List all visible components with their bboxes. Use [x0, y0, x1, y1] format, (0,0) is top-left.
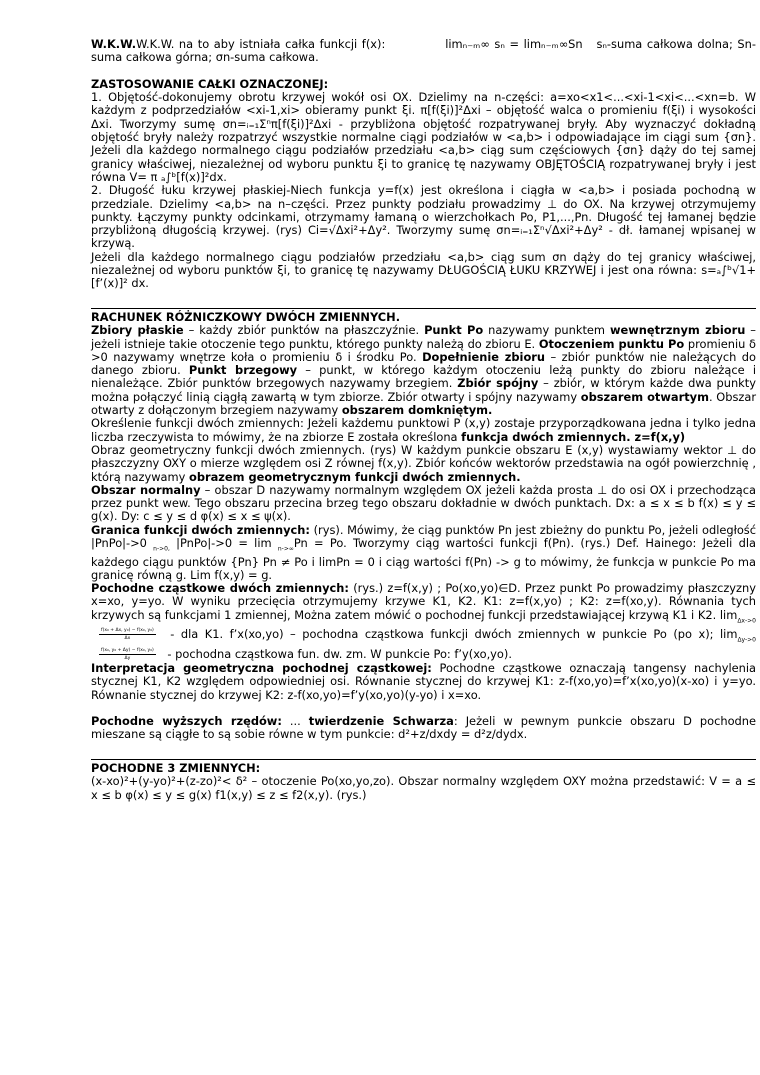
- interpretacja-paragraph: Interpretacja geometryczna pochodnej cząstkowej: Pochodne cząstkowe oznaczają tangensy nachylenia stycznej K1, K2 względem odpowiedniej osi. Równanie stycznej do krzywej K1: z-f(xo,yo)=f’x(xo,yo)(x-xo) i y=yo. Równanie stycznej do krzywej K2: z-f(xo,yo)=f’y(xo,yo)(y-yo) i x=xo.: [91, 660, 756, 702]
- wkw-paragraph: [91, 38, 756, 65]
- section-title-calki: ZASTOSOWANIE CAŁKI OZNACZONEJ:: [91, 76, 329, 91]
- dlugosc-definition-paragraph: Jeżeli dla każdego normalnego ciągu podziałów przedziału <a,b> ciąg sum σn dąży do tej granicy właściwej, niezależnej od wyboru punktów ξi, to granicę tę nazywamy DŁUGOŚCIĄ ŁUKU KRZYWEJ i jest ona równa: s=ₐ∫ᵇ√1+[f’(x)]² dx.: [91, 249, 756, 291]
- objetosc-paragraph: 1. Objętość-dokonujemy obrotu krzywej wokół osi OX. Dzielimy na n-części: a=xo<x1<...<xi-1<xi<...<xn=b. W każdym z podprzedziałów <xi-1,xi> obieramy punkt ξi. π[f(ξi)]²Δxi – objętość walca o promieniu f(ξi) i wysokości Δxi. Tworzymy sumę σn=ᵢ₌₁Σⁿπ[f(ξi)]²Δxi - przybliżona objętość rozpatrywanej bryły. Aby wyznaczyć dokładną objętość bryły należy rozpatrzyć wszystkie normalne ciągi podziałów w <a,b> i odpowiadające im ciągi sum {σn}. Jeżeli dla każdego normalnego ciągu podziałów przedziału <a,b> ciąg sum częściowych {σn} dąży do tej samej granicy właściwej, niezależnej od wyboru punktu ξi to granicę tę nazywamy OBJĘTOŚCIĄ rozpatrywanej bryły i jest równa V= π ₐ∫ᵇ[f(x)]²dx.: [91, 90, 756, 184]
- wkw-text: W.K.W. na to aby istniała całka funkcji f(x): limₙ₋ₘ∞ sₙ = limₙ₋ₘ∞Sn sₙ-suma całkowa dolna; Sn-suma całkowa górna; σn-suma całkowa.: [91, 37, 756, 65]
- derivative-y-fraction: $\frac{\text{f(x₀, y₀ + Δy) − f(x₀, y₀)}}{\Delta y}$: [101, 647, 154, 661]
- otoczenie-3d-paragraph: (x-xo)²+(y-yo)²+(z-zo)²< δ² – otoczenie Po(xo,yo,zo). Obszar normalny względem OXY można przedstawić: V = a ≤ x ≤ b φ(x) ≤ y ≤ g(x) f1(x,y) ≤ z ≤ f2(x,y). (rys.): [91, 774, 756, 802]
- zbiory-paragraph: Zbiory płaskie – każdy zbiór punktów na płaszczyźnie. Punkt Po nazywamy punktem wewnętrznym zbioru – jeżeli istnieje takie otoczenie tego punktu, którego punkty należą do zbioru E. Otoczeniem punktu Po promieniu δ >0 nazywamy wnętrze koła o promieniu δ i środku Po. Dopełnienie zbioru – zbiór punktów nie należących do danego zbioru. Punkt brzegowy – punkt, w którego każdym otoczeniu leżą punkty do zbioru należące i nienależące. Zbiór punktów brzegowych nazywamy brzegiem. Zbiór spójny – zbiór, w którym każde dwa punkty można połączyć linią ciągłą zawartą w tym zbiorze. Zbiór otwarty i spójny nazywamy obszarem otwartym. Obszar otwarty z dołączonym brzegiem nazywamy obszarem domkniętym.: [91, 323, 757, 418]
- pochodne-czastkowe-paragraph: Pochodne cząstkowe dwóch zmiennych: (rys.) z=f(x,y) ; Po(xo,yo)∈D. Przez punkt Po prowadzimy płaszczyzny x=xo, y=yo. W wyniku przecięcia otrzymujemy krzywe K1, K2. K1: z=f(x,yo) ; K2: z=f(xo,y). Równania tych krzywych są funkcjami 1 zmiennej, Można zatem mówić o pochodnej funkcji przedstawiającej krzywą K1 i K2. $\lim_{\Delta x->0}$ $\frac{\text{f(x₀ + Δx, y₀) − f(x₀, y₀)}}{\Delta x}$ - dla K1. f’x(xo,yo) – pochodna cząstkowa funkcji dwóch zmiennych w punkcie Po (po x); $\lim_{\Delta y->0}$ $\frac{\text{f(x₀, y₀ + Δy) − f(x₀, y₀)}}{\Delta y}$ - pochodna cząstkowa fun. dw. zm. W punkcie Po: f’y(xo,yo).: [91, 581, 756, 661]
- dlugosc-paragraph: 2. Długość łuku krzywej płaskiej-Niech funkcja y=f(x) jest określona i ciągła w <a,b> i posiada pochodną w przedziale. Dzielimy <a,b> na n–części. Przez punkty podziału prowadzimy ⊥ do OX. Na krzywej otrzymujemy punkty. Łączymy punkty odcinkami, otrzymamy łamaną o wierzchołkach Po, P1,...,Pn. Długość tej łamanej będzie przybliżoną długością krzywej. (rys) Ci=√Δxi²+Δy². Tworzymy sumę σn=ᵢ₌₁Σⁿ√Δxi²+Δy² - dł. łamanej wpisanej w krzywą.: [91, 183, 756, 251]
- granica-paragraph: Granica funkcji dwóch zmiennych: (rys). Mówimy, że ciąg punktów Pn jest zbieżny do punktu Po, jeżeli odległość |PnPo|->0 $_{n->0,}$ |PnPo|->0 = lim $_{n->\infty}$Pn = Po. Tworzymy ciąg wartości funkcji f(Pn). (rys.) Def. Hainego: Jeżeli dla każdego ciągu punktów {Pn} Pn ≠ Po i limPn = 0 i ciąg wartości f(Pn) -> g to mówimy, że funkcja w punkcie Po ma granicę równą g. Lim f(x,y) = g.: [91, 522, 756, 582]
- obraz-geometryczny-paragraph: Obraz geometryczny funkcji dwóch zmiennych. (rys) W każdym punkcie obszaru E (x,y) wystawiamy wektor ⊥ do płaszczyzny OXY o mierze względem osi Z równej f(x,y). Zbiór końców wektorów przedstawia na ogół powierzchnię , którą nazywamy obrazem geometrycznym funkcji dwóch zmiennych.: [91, 442, 756, 484]
- wkw-label: W.K.W.: [91, 37, 137, 51]
- okreslenie-funkcji-paragraph: Określenie funkcji dwóch zmiennych: Jeżeli każdemu punktowi P (x,y) zostaje przyporządkowana jedna i tylko jedna liczba rzeczywista to mówimy, że na zbiorze E została określona funkcja dwóch zmiennych. z=f(x,y): [91, 416, 756, 444]
- section-title-3-zmiennych: POCHODNE 3 ZMIENNYCH:: [91, 760, 261, 775]
- document-content: [91, 38, 756, 802]
- section-divider: [91, 308, 756, 309]
- obszar-normalny-paragraph: Obszar normalny – obszar D nazywamy normalnym względem OX jeżeli każda prosta ⊥ do osi OX i przechodząca przez punkt wew. Tego obszaru przecina brzeg tego obszaru dokładnie w dwóch punktach. Dx: a ≤ x ≤ b f(x) ≤ y ≤ g(x). Dy: c ≤ y ≤ d φ(x) ≤ x ≤ ψ(x).: [91, 482, 756, 524]
- section-divider: [91, 759, 756, 760]
- derivative-x-fraction: $\frac{\text{f(x₀ + Δx, y₀) − f(x₀, y₀)}}{\Delta x}$: [101, 628, 154, 642]
- section-title-rachunek: RACHUNEK RÓŻNICZKOWY DWÓCH ZMIENNYCH.: [91, 309, 401, 324]
- pochodne-wyzszych-paragraph: Pochodne wyższych rzędów: ... twierdzenie Schwarza: Jeżeli w pewnym punkcie obszaru D pochodne mieszane są ciągłe to są sobie równe w tym punkcie: d²+z/dxdy = d²z/dydx.: [91, 714, 757, 742]
